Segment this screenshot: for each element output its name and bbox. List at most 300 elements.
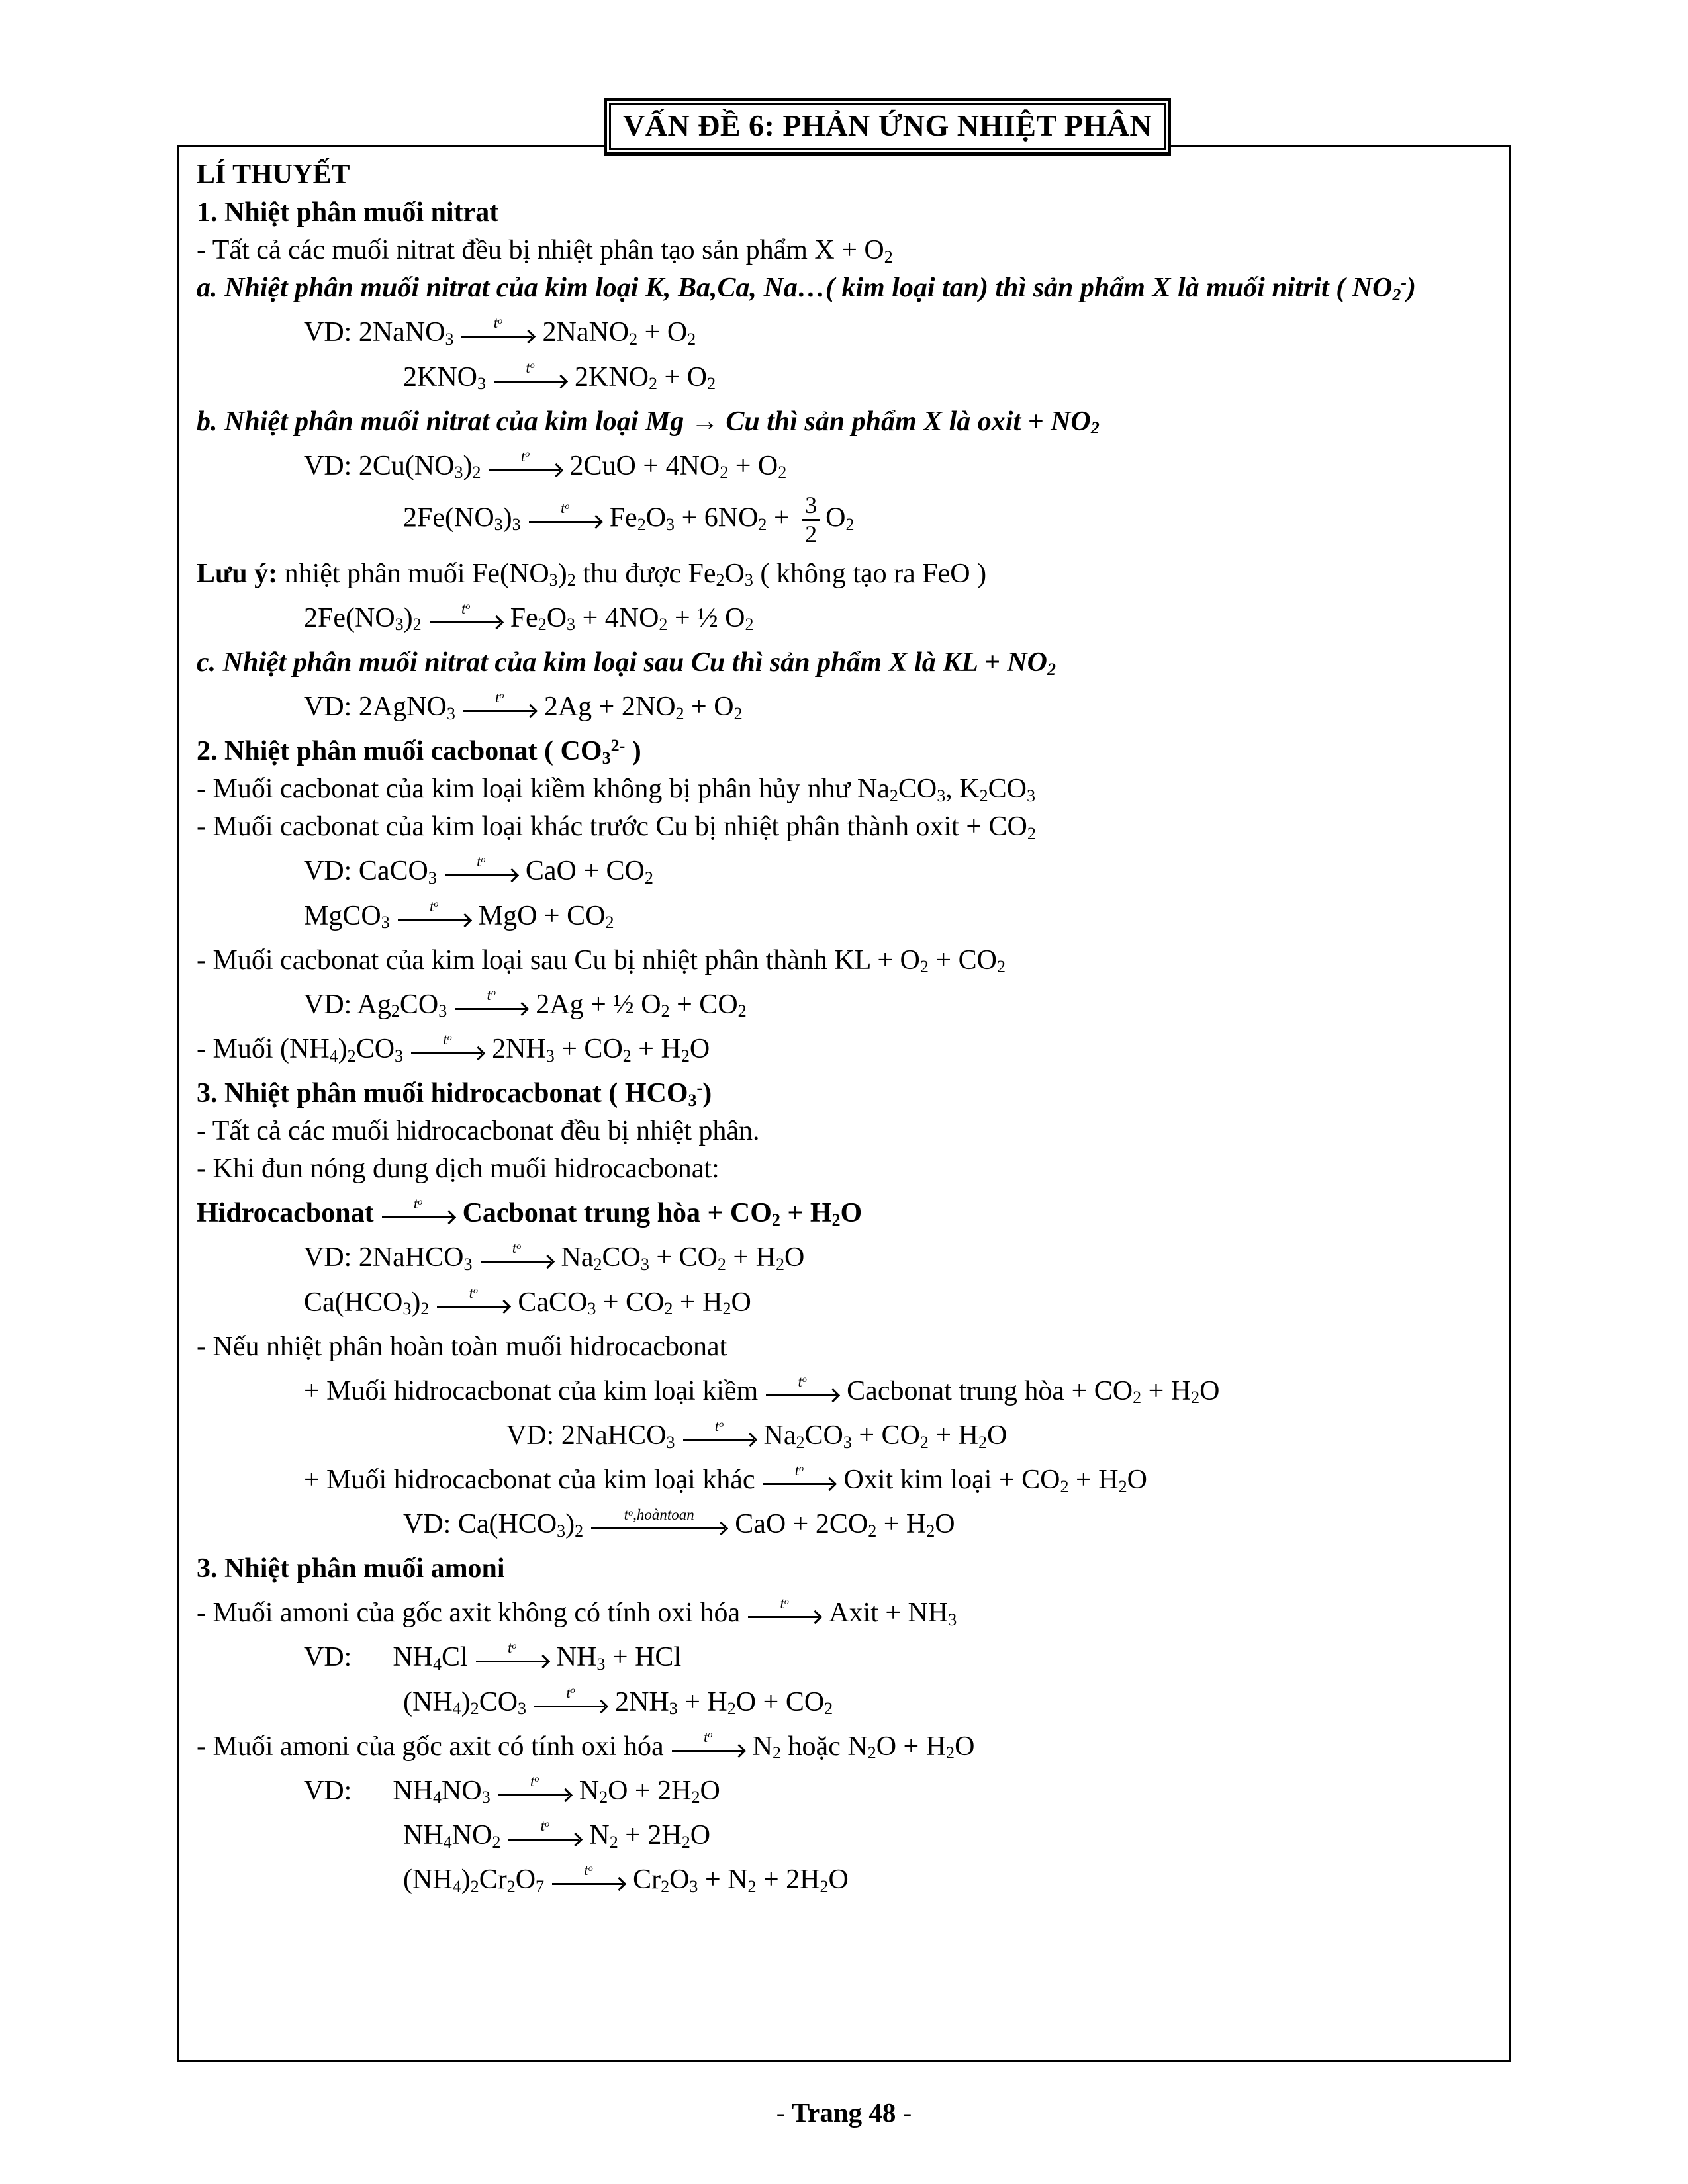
text-segment: Hidrocacbonat	[197, 1198, 374, 1229]
subscript: 2	[1047, 659, 1056, 679]
subscript: 4	[452, 1876, 461, 1896]
text-segment: + CO	[669, 989, 738, 1020]
text-segment: + N	[698, 1864, 748, 1895]
subscript: 2	[605, 913, 614, 933]
equation-line	[197, 447, 1491, 485]
text-segment: nhiệt phân muối Fe(NO	[277, 558, 549, 589]
subscript: 2	[1392, 285, 1401, 305]
reaction-arrow-icon: $t^o$	[763, 1465, 835, 1493]
text-segment: O	[669, 1864, 690, 1895]
text-segment: O	[645, 502, 667, 533]
equation-line	[197, 986, 1491, 1024]
text-segment: + H	[780, 1198, 832, 1229]
text-segment: 1. Nhiệt phân muối nitrat	[197, 197, 499, 228]
text-segment: NH	[393, 1642, 434, 1673]
subscript: 3	[463, 1255, 473, 1275]
text-segment: Cr	[479, 1864, 507, 1895]
text-segment: + H	[677, 1686, 727, 1717]
text-segment: O	[840, 1198, 863, 1229]
subscript: 4	[433, 1655, 442, 1674]
text-segment: - Muối amoni của gốc axit có tính oxi hóa	[197, 1731, 664, 1762]
subscript: 3	[481, 1788, 491, 1807]
text-segment: O	[955, 1731, 975, 1762]
subscript: 2	[775, 1255, 784, 1275]
text-segment: + CO	[649, 1242, 718, 1273]
subscript: 2	[1133, 1388, 1142, 1408]
text-segment: NH	[403, 1819, 444, 1850]
text-segment: O	[731, 1287, 751, 1318]
text-segment: 2. Nhiệt phân muối cacbonat ( CO	[197, 736, 602, 767]
subscript: 3	[518, 1699, 527, 1719]
reaction-arrow-icon: $t^o$	[411, 1034, 484, 1062]
subscript: 2	[758, 515, 767, 535]
text-segment: Muối amoni của gốc axit không có tính oxi hóa	[212, 1598, 741, 1629]
text-segment: )	[338, 1033, 348, 1064]
text-segment: VD: 2AgNO	[304, 691, 447, 722]
subscript: 3	[438, 1001, 447, 1021]
equation-line	[197, 600, 1491, 637]
subscript: 2	[733, 704, 743, 723]
subscript: 2	[884, 247, 893, 267]
reaction-arrow-icon: $t^o$	[683, 1421, 756, 1449]
text-segment: 3. Nhiệt phân muối hidrocacbonat ( HCO	[197, 1077, 688, 1109]
subscript: 3	[666, 515, 675, 535]
subscript: 2	[978, 1432, 987, 1452]
text-segment: Na	[561, 1242, 594, 1273]
text-segment: - Muối (NH	[197, 1033, 330, 1064]
reaction-arrow-icon: $t^o$	[552, 1865, 625, 1893]
text-segment: Cr	[633, 1864, 661, 1895]
text-segment: NH	[556, 1642, 597, 1673]
text-segment: NO	[451, 1819, 492, 1850]
subscript: 2	[538, 615, 547, 635]
subscript: 2	[391, 1001, 400, 1021]
subscript: 3	[512, 515, 521, 535]
subscript: 3	[446, 704, 455, 723]
text-segment: , K	[945, 774, 980, 805]
equation-line	[197, 1817, 1491, 1854]
equation-line	[197, 1594, 1491, 1632]
text-segment: )	[411, 1287, 421, 1318]
text-segment: MgCO	[304, 900, 381, 931]
subscript: 3	[688, 1090, 697, 1110]
text-segment: c. Nhiệt phân muối nitrat của kim loại sau Cu thì sản phẩm X là KL + NO	[197, 647, 1047, 678]
text-segment: + O	[637, 317, 688, 348]
reaction-arrow-icon: $t^o$	[382, 1199, 455, 1226]
subscript: 7	[536, 1876, 545, 1896]
text-segment: O + H	[876, 1731, 947, 1762]
equation-line	[197, 1195, 1491, 1232]
subscript: 2	[737, 1001, 747, 1021]
text-segment: - Tất cả các muối nitrat đều bị nhiệt phân tạo sản phẩm X + O	[197, 235, 884, 266]
theory-content	[197, 156, 1491, 1899]
text-segment: LÍ THUYẾT	[197, 159, 350, 190]
text-segment: CO	[479, 1686, 518, 1717]
text-segment: + 6NO	[675, 502, 759, 533]
subscript: 2	[771, 1210, 780, 1230]
subscript: 2	[575, 1521, 584, 1541]
text-segment: O	[690, 1819, 711, 1850]
text-segment: + HCl	[605, 1642, 682, 1673]
text-segment: + CO	[928, 944, 997, 976]
reaction-arrow-icon: $t^o,hoàntoan$	[591, 1510, 727, 1537]
subscript: 3	[602, 748, 611, 768]
subscript: 2	[868, 1521, 877, 1541]
content-line	[197, 1075, 1491, 1113]
equation-line	[197, 314, 1491, 351]
text-segment: (NH	[403, 1686, 453, 1717]
fraction: $\frac{3}{2}$	[802, 492, 820, 549]
text-segment: + Muối hidrocacbonat của kim loại khác	[304, 1464, 755, 1495]
subscript: 2	[472, 463, 481, 482]
text-segment: + H	[726, 1242, 776, 1273]
text-segment: 2KNO	[575, 361, 649, 392]
text-segment: + H	[631, 1033, 681, 1064]
content-line	[197, 1113, 1491, 1150]
text-segment: O	[700, 1775, 720, 1806]
subscript: 3	[640, 1255, 649, 1275]
text-segment: (NH	[403, 1864, 453, 1895]
content-line	[197, 194, 1491, 232]
text-segment: VD: 2NaHCO	[506, 1420, 667, 1451]
subscript: 2	[680, 1046, 690, 1066]
text-segment: O	[515, 1864, 536, 1895]
reaction-arrow-icon: $t^o$	[508, 1821, 581, 1848]
equation-line	[197, 1284, 1491, 1322]
subscript: 3	[1026, 786, 1035, 805]
text-segment: O	[1199, 1375, 1220, 1406]
text-segment: hoặc N	[781, 1731, 868, 1762]
equation-line	[197, 359, 1491, 396]
text-segment: - Khi đun nóng dung dịch muối hidrocacbonat:	[197, 1154, 720, 1185]
subscript: 2	[664, 1299, 673, 1319]
content-line	[197, 770, 1491, 808]
text-segment: - Muối cacbonat của kim loại sau Cu bị nhiệt phân thành KL + O	[197, 944, 920, 976]
text-segment: + H	[876, 1509, 927, 1540]
text-segment: MgO + CO	[478, 900, 606, 931]
text-segment: NH	[393, 1775, 434, 1806]
subscript: 4	[433, 1788, 442, 1807]
subscript: 2	[661, 1001, 670, 1021]
content-line	[197, 156, 1491, 194]
subscript: 2	[716, 570, 725, 590]
text-segment: VD: CaCO	[304, 856, 428, 887]
equation-line	[197, 1461, 1491, 1499]
subscript: 2	[720, 463, 729, 482]
text-segment: )	[461, 1686, 471, 1717]
text-segment: Fe	[510, 602, 538, 633]
subscript: 2	[629, 330, 638, 349]
text-segment: + 2H	[756, 1864, 820, 1895]
subscript: 2	[745, 615, 754, 635]
subscript: 3	[545, 1046, 555, 1066]
equation-line	[197, 852, 1491, 890]
reaction-arrow-icon: $t^o$	[498, 1776, 571, 1804]
text-segment: + 4NO	[575, 602, 659, 633]
equation-line	[197, 1639, 1491, 1676]
equation-line	[197, 1772, 1491, 1810]
text-segment: + ½ O	[667, 602, 745, 633]
subscript: 2	[681, 1832, 690, 1852]
subscript: 2	[661, 1876, 670, 1896]
subscript: 2	[644, 868, 653, 888]
text-segment: 2NaNO	[542, 317, 630, 348]
text-segment: + O	[684, 691, 734, 722]
subscript: 2	[979, 786, 988, 805]
subscript: 2	[820, 1876, 829, 1896]
text-segment: b. Nhiệt phân muối nitrat của kim loại Mg → Cu thì sản phẩm X là oxit + NO	[197, 406, 1091, 437]
text-segment: - Muối cacbonat của kim loại khác trước Cu bị nhiệt phân thành oxit + CO	[197, 811, 1027, 842]
equation-line	[197, 1684, 1491, 1721]
subscript: 2	[1027, 824, 1036, 844]
equation-line	[197, 1861, 1491, 1899]
subscript: 2	[747, 1876, 757, 1896]
text-segment: Cacbonat trung hòa + CO	[462, 1198, 772, 1229]
subscript: 2	[691, 1788, 700, 1807]
text-segment: - Nếu nhiệt phân hoàn toàn muối hidrocacbonat	[197, 1331, 727, 1362]
text-segment: O	[689, 1033, 710, 1064]
equation-line	[197, 1030, 1491, 1068]
equation-line	[197, 1417, 1491, 1455]
subscript: 3	[395, 1046, 404, 1066]
reaction-arrow-icon: $t^o$	[461, 318, 534, 345]
text-segment: )	[502, 502, 512, 533]
text-segment: + Muối hidrocacbonat của kim loại kiềm	[304, 1375, 759, 1406]
reaction-arrow-icon: $t^o$	[455, 990, 528, 1018]
subscript: 3	[549, 570, 558, 590]
subscript: 3	[937, 786, 946, 805]
subscript: 2	[599, 1788, 608, 1807]
text-segment: VD:	[304, 1775, 352, 1806]
text-segment: CaCO	[518, 1287, 588, 1318]
reaction-arrow-icon: $t^o$	[489, 451, 562, 479]
text-segment: + H	[1068, 1464, 1119, 1495]
text-segment: Fe	[609, 502, 637, 533]
text-segment: VD: 2NaNO	[304, 317, 445, 348]
text-segment: O	[724, 558, 745, 589]
subscript: 2	[845, 515, 855, 535]
text-segment: VD:	[304, 1642, 352, 1673]
text-segment: )	[565, 1509, 575, 1540]
text-segment: Oxit kim loại + CO	[843, 1464, 1060, 1495]
text-segment: + O	[657, 361, 708, 392]
reaction-arrow-icon: $t^o$	[748, 1598, 821, 1626]
subscript: 2	[717, 1255, 726, 1275]
subscript: 2	[919, 1432, 929, 1452]
text-segment: )	[702, 1077, 712, 1109]
subscript: 2	[593, 1255, 602, 1275]
text-segment: CaO + CO	[525, 856, 645, 887]
subscript: 2	[919, 957, 929, 977]
subscript: 3	[567, 615, 576, 635]
text-segment: Axit + NH	[829, 1598, 949, 1629]
subscript: 2	[996, 957, 1006, 977]
subscript: 3	[494, 515, 503, 535]
text-segment: )	[625, 736, 641, 767]
text-segment: + H	[1141, 1375, 1192, 1406]
subscript: 3	[557, 1521, 566, 1541]
text-segment: CO	[988, 774, 1027, 805]
subscript: 3	[402, 1299, 412, 1319]
subscript: 3	[596, 1655, 606, 1674]
text-segment: )	[461, 1864, 471, 1895]
reaction-arrow-icon: $t^o$	[398, 901, 471, 929]
text-segment: + H	[673, 1287, 723, 1318]
text-segment: )	[403, 602, 413, 633]
subscript: 2	[687, 330, 696, 349]
subscript: 2	[796, 1432, 805, 1452]
subscript: 3	[587, 1299, 596, 1319]
text-segment: VD: 2NaHCO	[304, 1242, 464, 1273]
equation-line	[197, 492, 1491, 549]
subscript: 2	[831, 1210, 841, 1230]
text-segment: )	[1407, 273, 1417, 304]
reaction-arrow-icon: $t^o$	[534, 1688, 607, 1715]
reaction-arrow-icon: $t^o$	[463, 692, 536, 720]
subscript: 3	[948, 1610, 957, 1629]
content-line	[197, 733, 1491, 770]
text-segment: O	[828, 1864, 849, 1895]
subscript: 3	[689, 1876, 698, 1896]
subscript: 2	[412, 615, 422, 635]
reaction-arrow-icon: $t^o$	[766, 1377, 839, 1404]
subscript: 2	[609, 1832, 618, 1852]
reaction-arrow-icon: $t^o$	[476, 1643, 549, 1670]
text-segment: thu được Fe	[575, 558, 716, 589]
text-segment: CaO + 2CO	[735, 1509, 868, 1540]
subscript: 2	[889, 786, 898, 805]
subscript: 2	[675, 704, 684, 723]
equation-line	[197, 1728, 1491, 1766]
text-segment: 2Fe(NO	[403, 502, 494, 533]
subscript: 2	[1060, 1477, 1069, 1496]
text-segment: VD: Ca(HCO	[403, 1509, 557, 1540]
subscript: 2	[637, 515, 646, 535]
text-segment: 2NH	[492, 1033, 546, 1064]
text-segment: + CO	[554, 1033, 623, 1064]
text-segment: O	[784, 1242, 805, 1273]
superscript: -	[1401, 273, 1407, 293]
text-segment: 2NH	[615, 1686, 669, 1717]
subscript: 3	[477, 374, 487, 394]
text-segment: + 2H	[618, 1819, 682, 1850]
subscript: 2	[1191, 1388, 1200, 1408]
text-segment: + H	[928, 1420, 978, 1451]
problem-title-box	[604, 98, 1171, 156]
reaction-arrow-icon: $t^o$	[481, 1243, 553, 1271]
content-line	[197, 403, 1491, 441]
subscript: 2	[506, 1876, 516, 1896]
text-segment: Na	[763, 1420, 796, 1451]
subscript: 2	[778, 463, 787, 482]
content-line	[197, 1150, 1491, 1188]
text-segment: Ca(HCO	[304, 1287, 403, 1318]
text-segment: VD: Ag	[304, 989, 391, 1020]
text-segment: )	[557, 558, 567, 589]
content-line	[197, 232, 1491, 269]
subscript: 3	[666, 1432, 675, 1452]
reaction-arrow-icon: $t^o$	[672, 1732, 745, 1760]
subscript: 3	[744, 570, 753, 590]
subscript: 3	[669, 1699, 678, 1719]
subscript: 2	[470, 1876, 479, 1896]
subscript: 3	[381, 913, 390, 933]
text-segment: NO	[442, 1775, 482, 1806]
text-segment: + O	[728, 450, 778, 481]
text-segment: O	[825, 502, 846, 533]
text-segment: O + 2H	[608, 1775, 692, 1806]
subscript: 2	[707, 374, 716, 394]
text-segment: O	[1127, 1464, 1147, 1495]
subscript: 4	[443, 1832, 452, 1852]
text-segment: O	[546, 602, 567, 633]
content-line	[197, 942, 1491, 979]
content-line	[197, 269, 1491, 307]
subscript: 2	[946, 1743, 955, 1763]
subscript: 2	[567, 570, 576, 590]
text-segment: O	[935, 1509, 955, 1540]
text-segment: N	[579, 1775, 600, 1806]
subscript: 2	[722, 1299, 731, 1319]
text-segment: CO	[399, 989, 439, 1020]
subscript: 2	[492, 1832, 501, 1852]
text-segment: 2Ag + 2NO	[543, 691, 676, 722]
text-segment: N	[752, 1731, 773, 1762]
text-segment: ( không tạo ra FeO )	[753, 558, 987, 589]
equation-line	[197, 1506, 1491, 1543]
subscript: 2	[420, 1299, 430, 1319]
text-segment: 2Fe(NO	[304, 602, 395, 633]
subscript: 4	[452, 1699, 461, 1719]
reaction-arrow-icon: $t^o$	[430, 604, 502, 631]
subscript: 2	[622, 1046, 632, 1066]
subscript: 2	[727, 1699, 736, 1719]
text-segment: CO	[602, 1242, 641, 1273]
subscript: 2	[926, 1521, 935, 1541]
subscript: 2	[867, 1743, 876, 1763]
text-segment: - Muối cacbonat của kim loại kiềm không bị phân hủy như Na	[197, 774, 890, 805]
text-segment: Lưu ý:	[197, 558, 278, 589]
subscript: 4	[329, 1046, 338, 1066]
content-line	[197, 644, 1491, 682]
text-segment: +	[767, 502, 797, 533]
subscript: 2	[824, 1699, 833, 1719]
text-segment: + CO	[596, 1287, 665, 1318]
text-segment: 2CuO + 4NO	[569, 450, 720, 481]
subscript: 3	[428, 868, 437, 888]
subscript: 3	[395, 615, 404, 635]
content-line	[197, 1550, 1491, 1588]
text-segment: - Tất cả các muối hidrocacbonat đều bị nhiệt phân.	[197, 1116, 760, 1147]
page-title: VẤN ĐỀ 6: PHẢN ỨNG NHIỆT PHÂN	[609, 103, 1166, 150]
reaction-arrow-icon: $t^o$	[445, 856, 518, 884]
text-segment: a. Nhiệt phân muối nitrat của kim loại K, Ba,Ca, Na…( kim loại tan) thì sản phẩm X là muối nitrit ( NO	[197, 273, 1393, 304]
text-segment: Cl	[442, 1642, 468, 1673]
equation-line	[197, 1239, 1491, 1277]
superscript: -	[696, 1077, 703, 1097]
subscript: 3	[454, 463, 463, 482]
content-line	[197, 555, 1491, 593]
text-segment: Cacbonat trung hòa + CO	[847, 1375, 1133, 1406]
superscript: 2-	[610, 736, 626, 756]
text-segment: -	[197, 1598, 213, 1629]
subscript: 3	[843, 1432, 852, 1452]
text-segment: 3. Nhiệt phân muối amoni	[197, 1553, 505, 1584]
subscript: 2	[1118, 1477, 1127, 1496]
text-segment: CO	[355, 1033, 395, 1064]
text-segment: O + CO	[735, 1686, 825, 1717]
subscript: 2	[1090, 418, 1100, 438]
